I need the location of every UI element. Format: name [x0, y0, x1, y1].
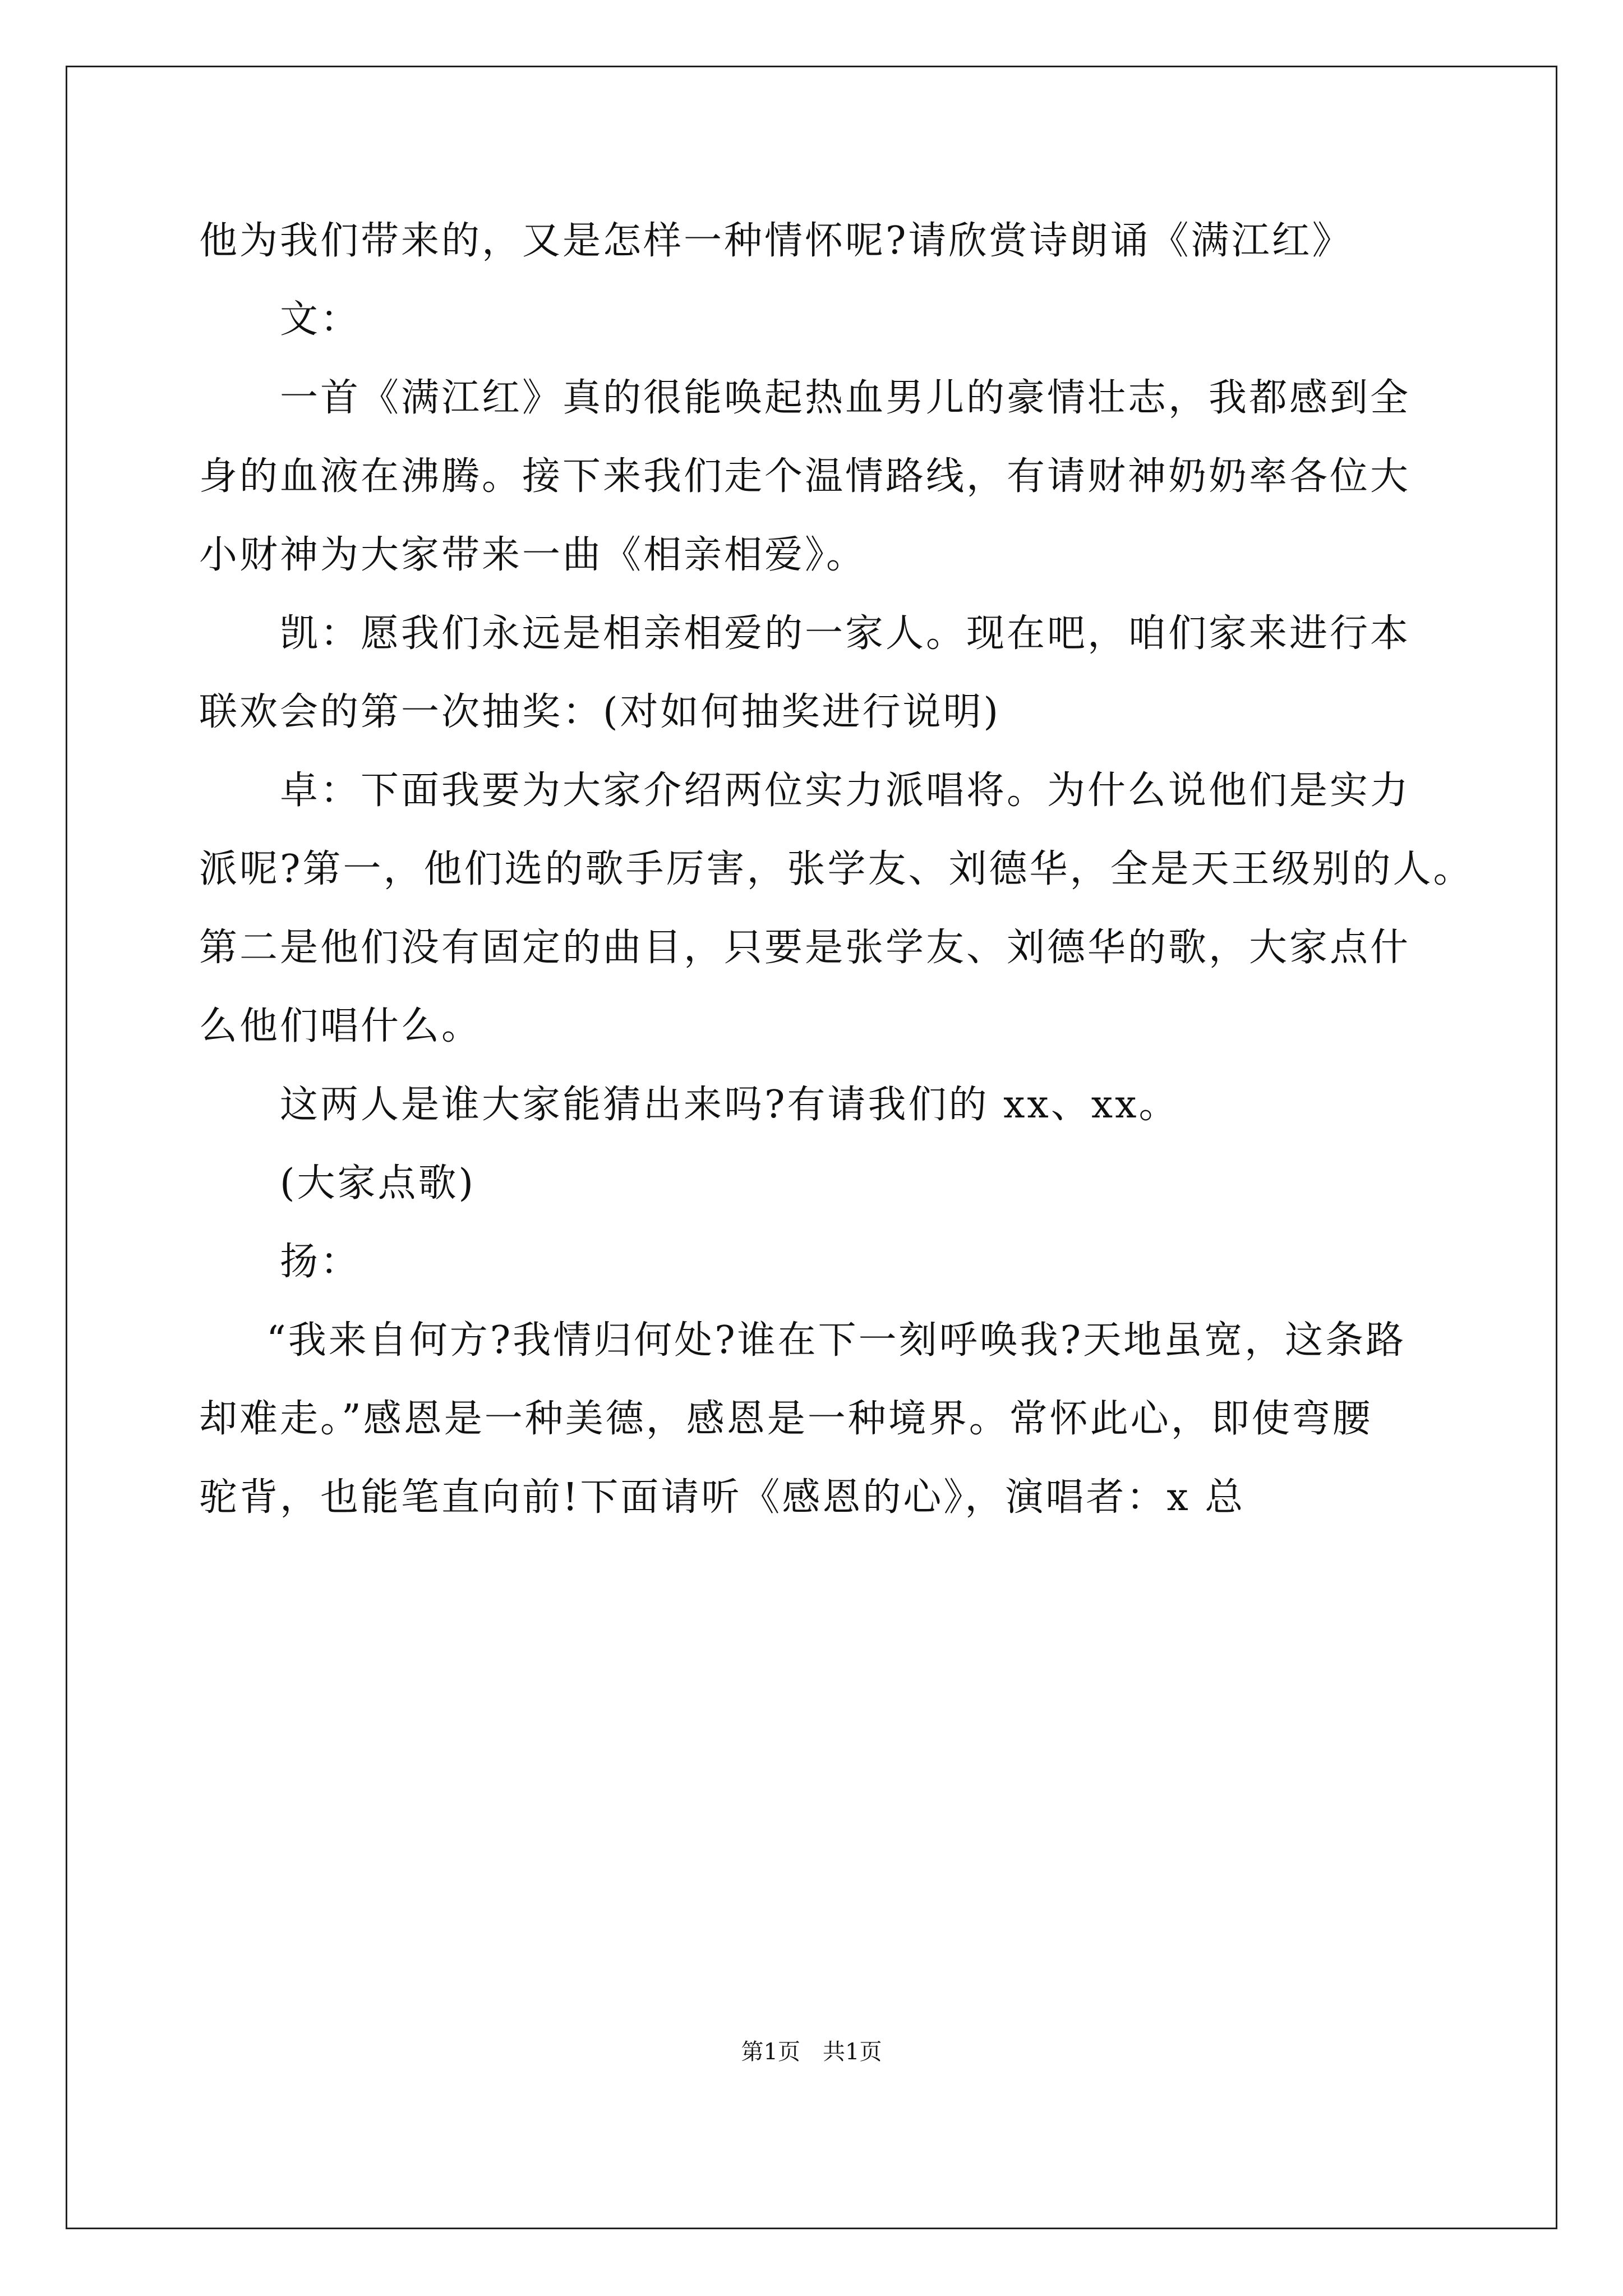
text-line: 么他们唱什么。: [199, 1004, 482, 1048]
text-line: 这两人是谁大家能猜出来吗?有请我们的 xx、xx。: [280, 1083, 1179, 1127]
text-line: 文：: [280, 297, 361, 342]
text-line: “我来自何方?我情归何处?谁在下一刻呼唤我?天地虽宽，这条路: [266, 1318, 1407, 1363]
text-line: 身的血液在沸腾。接下来我们走个温情路线，有请财神奶奶率各位大: [199, 454, 1411, 499]
text-line: 派呢?第一，他们选的歌手厉害，张学友、刘德华，全是天王级别的人。: [199, 847, 1474, 891]
text-line: 第二是他们没有固定的曲目，只要是张学友、刘德华的歌，大家点什: [199, 926, 1411, 970]
text-line: (大家点歌): [280, 1161, 476, 1205]
text-line: 一首《满江红》真的很能唤起热血男儿的豪情壮志，我都感到全: [280, 376, 1411, 420]
text-line: 联欢会的第一次抽奖：(对如何抽奖进行说明): [199, 690, 1001, 734]
text-line: 他为我们带来的，又是怎样一种情怀呢?请欣赏诗朗诵《满江红》: [199, 219, 1353, 263]
text-line: 卓：下面我要为大家介绍两位实力派唱将。为什么说他们是实力: [280, 769, 1411, 813]
text-line: 却难走。”感恩是一种美德，感恩是一种境界。常怀此心，即使弯腰: [199, 1397, 1373, 1441]
document-body: [199, 202, 1474, 1537]
text-line: 小财神为大家带来一曲《相亲相爱》。: [199, 533, 867, 577]
text-line: 扬：: [280, 1240, 361, 1284]
text-line: 驼背，也能笔直向前!下面请听《感恩的心》，演唱者：x 总: [199, 1475, 1246, 1520]
page-footer: 第1页 共1页: [741, 2039, 882, 2065]
text-line: 凯：愿我们永远是相亲相爱的一家人。现在吧，咱们家来进行本: [280, 611, 1411, 656]
